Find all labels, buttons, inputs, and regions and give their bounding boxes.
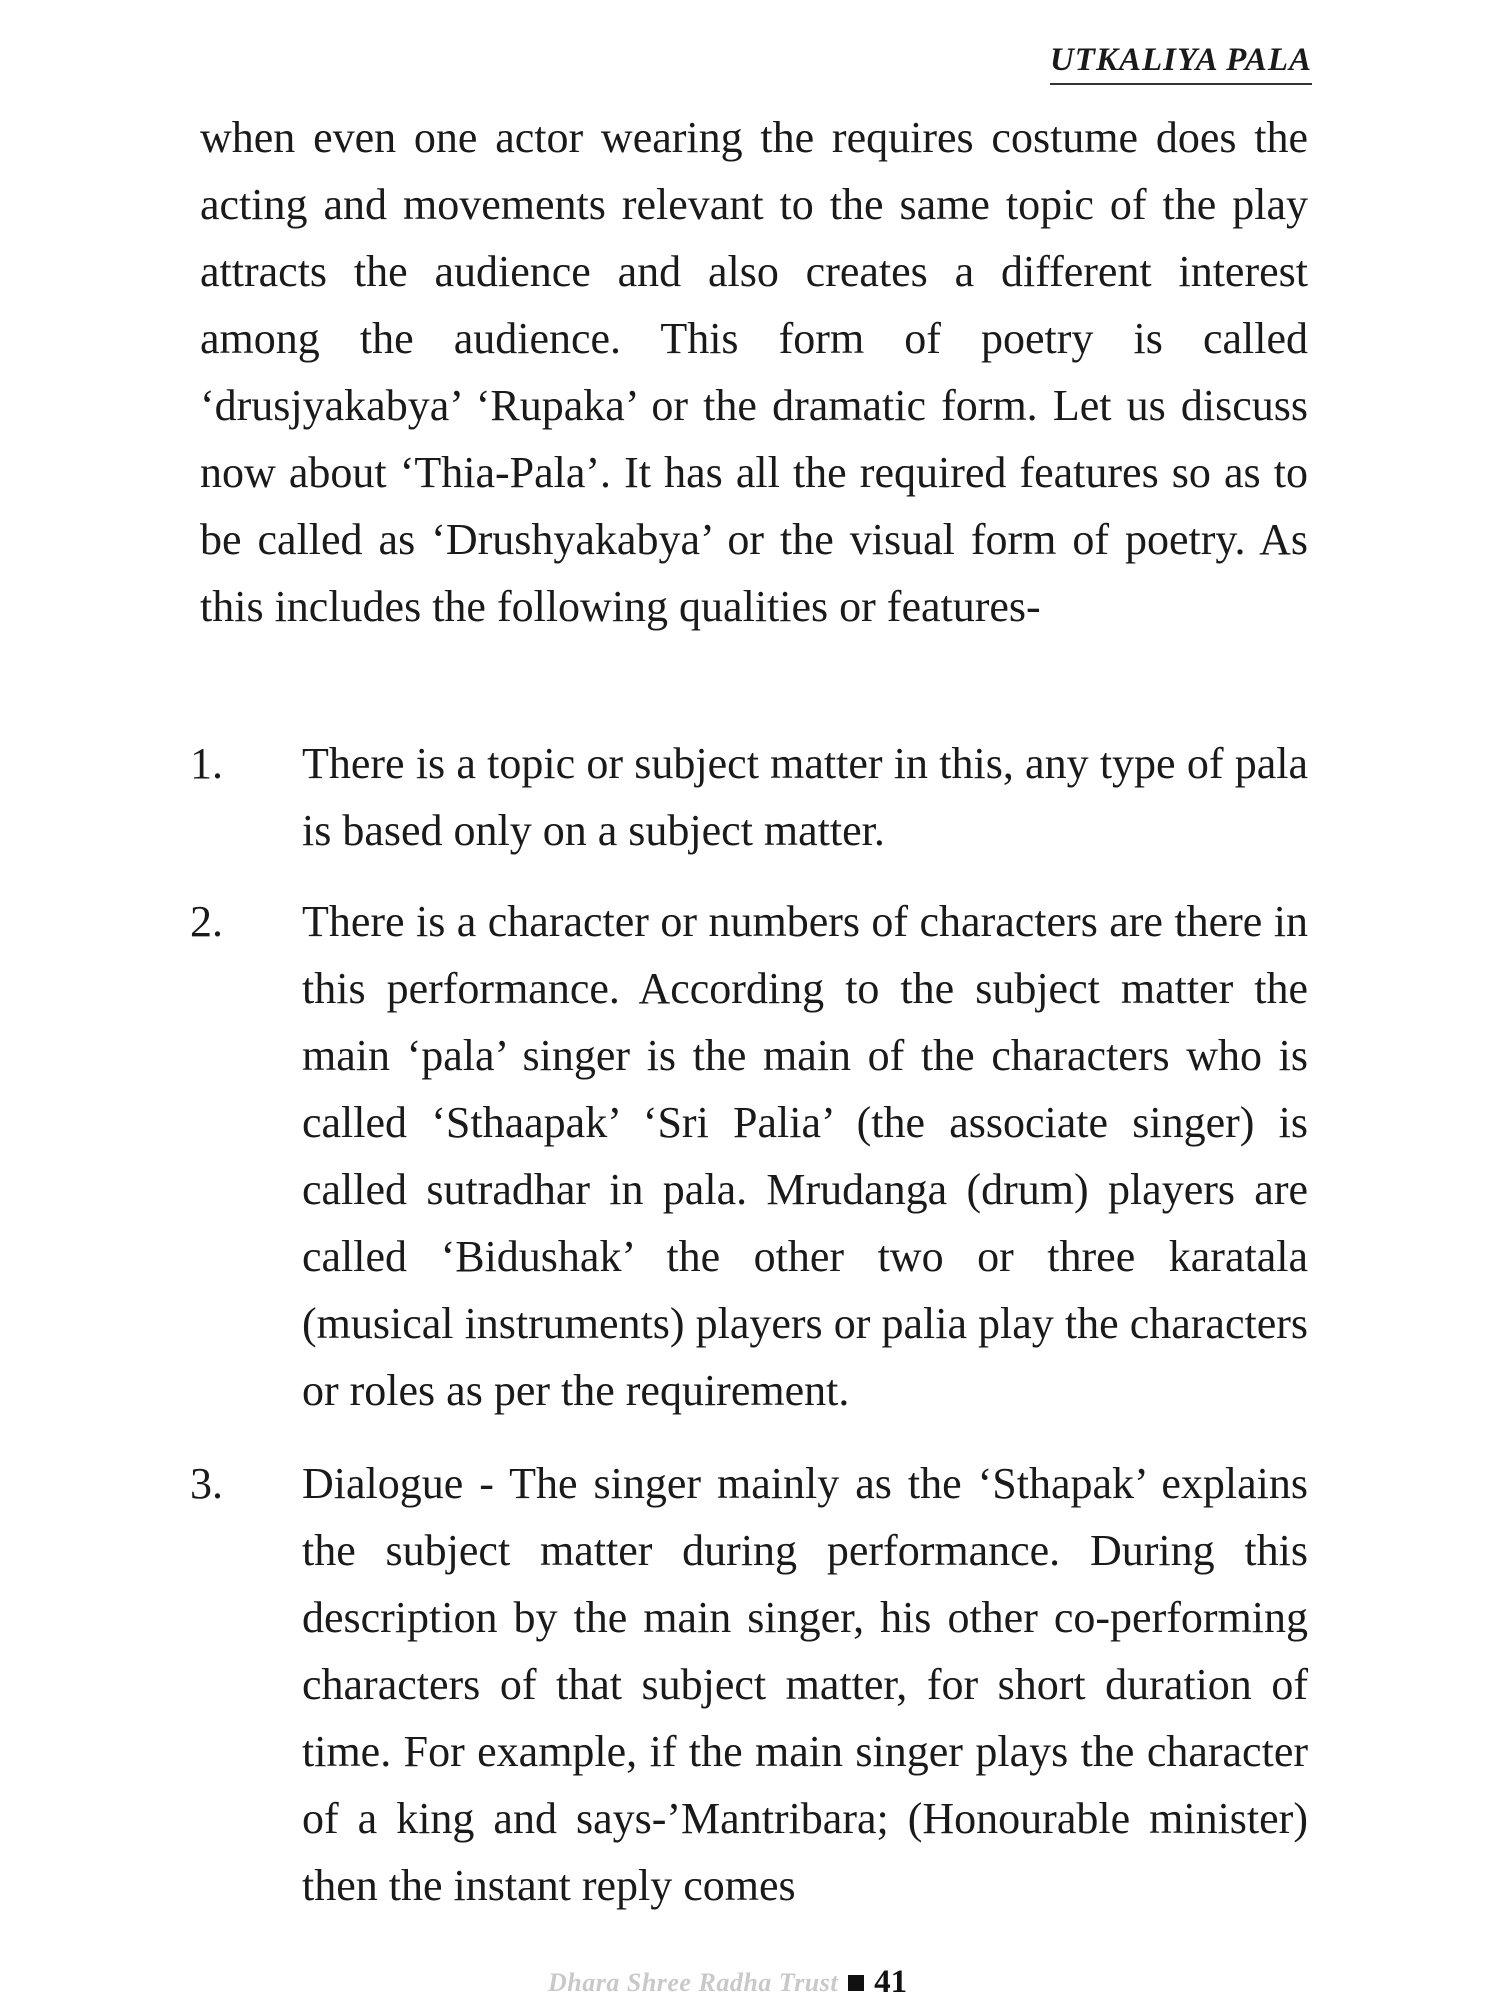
square-bullet-icon xyxy=(848,1975,864,1991)
list-item-number: 3. xyxy=(190,1459,223,1508)
running-head-title: UTKALIYA PALA xyxy=(1050,42,1312,85)
list-item-number: 1. xyxy=(190,739,223,788)
list-item-text: Dialogue - The singer mainly as the ‘Sthapak’ explains the subject matter during performance. During this description by the main singer, his other co-performing characters of that subject matter, for short duration of time. For example, if the main singer plays the character of a king and says-’Mantribara; (Honourable minister) then the instant reply comes xyxy=(302,1459,1308,1910)
list-item-number: 2. xyxy=(190,897,223,946)
page-footer xyxy=(548,1964,907,2001)
page-number: 41 xyxy=(874,1964,908,2000)
list-item-text: There is a topic or subject matter in this, any type of pala is based only on a subject matter. xyxy=(302,739,1308,855)
footer-trust-name: Dhara Shree Radha Trust xyxy=(548,1967,839,1997)
intro-paragraph: when even one actor wearing the requires costume does the acting and movements relevant to the same topic of the play attracts the audience and also creates a different interest among the audience. This form of poetry is called ‘drusjyakabya’ ‘Rupaka’ or the dramatic form. Let us discuss now about ‘Thia-Pala’. It has all the required features so as to be called as ‘Drushyakabya’ or the visual form of poetry. As this includes the following qualities or features- xyxy=(200,113,1308,631)
list-item-text: There is a character or numbers of characters are there in this performance. According to the subject matter the main ‘pala’ singer is the main of the characters who is called ‘Sthaapak’ ‘Sri Palia’ (the associate singer) is called sutradhar in pala. Mrudanga (drum) players are called ‘Bidushak’ the other two or three karatala (musical instruments) players or palia play the characters or roles as per the requirement. xyxy=(302,897,1308,1415)
